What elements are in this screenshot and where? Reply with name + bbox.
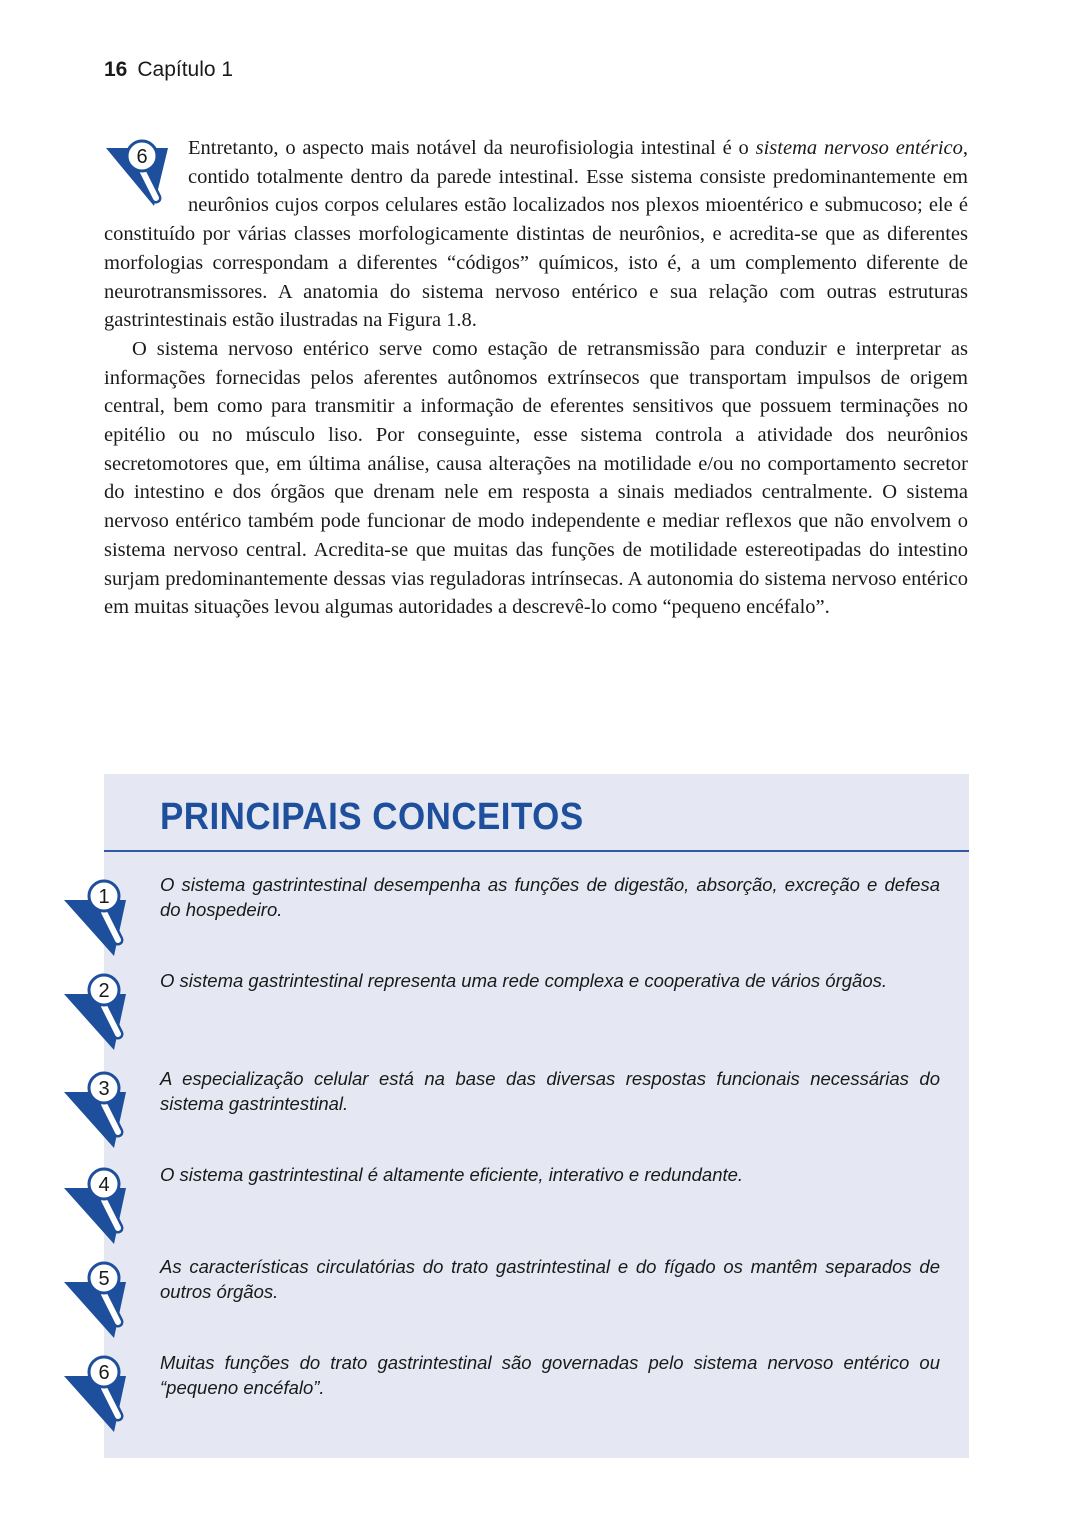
concept-number: 1 [98, 886, 110, 908]
concepts-title: PRINCIPAIS CONCEITOS [160, 796, 584, 838]
p1-text-end: , contido totalmente dentro da parede intestinal. Esse sistema consiste predominantemente em neurônios cujos corpos celulares estão localizados nos plexos mioentérico e submucoso; ele é constituído por várias classes morfologicamente distintas de neurônios, e acredita-se que as diferentes morfologias correspondam a diferentes “códigos” químicos, isto é, a um complemento diferente de neurotransmissores. A anatomia do sistema nervoso entérico e sua relação com outras estruturas gastrintestinais estão ilustradas na Figura 1.8. [104, 137, 968, 332]
concept-item-text: O sistema gastrintestinal representa uma rede complexa e cooperativa de vários órgãos. [160, 970, 888, 991]
magnifier-triangle-icon [64, 1070, 144, 1150]
page-number: 16 [104, 58, 128, 81]
paragraph-1 [104, 134, 968, 335]
body-text [104, 134, 968, 622]
chapter-label: Capítulo 1 [137, 58, 234, 81]
marker-number: 6 [136, 146, 148, 168]
p1-italic-term: sistema nervoso entérico [755, 137, 963, 159]
magnifier-triangle-icon [64, 972, 144, 1052]
concept-item-text: A especialização celular está na base das diversas respostas funcionais necessárias do sistema gastrintestinal. [160, 1068, 940, 1114]
concept-number: 4 [98, 1174, 110, 1196]
title-rule [104, 850, 969, 852]
concept-number: 2 [98, 980, 110, 1002]
concept-number: 5 [98, 1268, 110, 1290]
concept-number: 6 [98, 1362, 110, 1384]
concept-item-text: O sistema gastrintestinal é altamente eficiente, interativo e redundante. [160, 1164, 744, 1185]
concept-number: 3 [98, 1078, 110, 1100]
magnifier-triangle-icon [64, 1354, 144, 1434]
p1-text-start: Entretanto, o aspecto mais notável da neurofisiologia intestinal é o [188, 137, 756, 159]
running-head [104, 58, 233, 82]
concept-item-text: Muitas funções do trato gastrintestinal são governadas pelo sistema nervoso entérico ou “pequeno encéfalo”. [160, 1352, 940, 1398]
concept-item-text: As características circulatórias do trato gastrintestinal e do fígado os mantêm separados de outros órgãos. [160, 1256, 940, 1302]
concept-item-text: O sistema gastrintestinal desempenha as funções de digestão, absorção, excreção e defesa do hospedeiro. [160, 874, 940, 920]
paragraph-2: O sistema nervoso entérico serve como estação de retransmissão para conduzir e interpretar as informações fornecidas pelos aferentes autônomos extrínsecos que transportam impulsos de origem central, bem como para transmitir a informação de eferentes sensitivos que possuem terminações no epitélio ou no músculo liso. Por conseguinte, esse sistema controla a atividade dos neurônios secretomotores que, em última análise, causa alterações na motilidade e/ou no comportamento secretor do intestino e dos órgãos que drenam nele em resposta a sinais mediados centralmente. O sistema nervoso entérico também pode funcionar de modo independente e mediar reflexos que não envolvem o sistema nervoso central. Acredita-se que muitas das funções de motilidade estereotipadas do intestino surjam predominantemente dessas vias reguladoras intrínsecas. A autonomia do sistema nervoso entérico em muitas situações levou algumas autoridades a descrevê-lo como “pequeno encéfalo”. [104, 337, 968, 619]
magnifier-triangle-icon [104, 132, 188, 218]
magnifier-triangle-icon [64, 1260, 144, 1340]
magnifier-triangle-icon [64, 878, 144, 958]
magnifier-triangle-icon [64, 1166, 144, 1246]
